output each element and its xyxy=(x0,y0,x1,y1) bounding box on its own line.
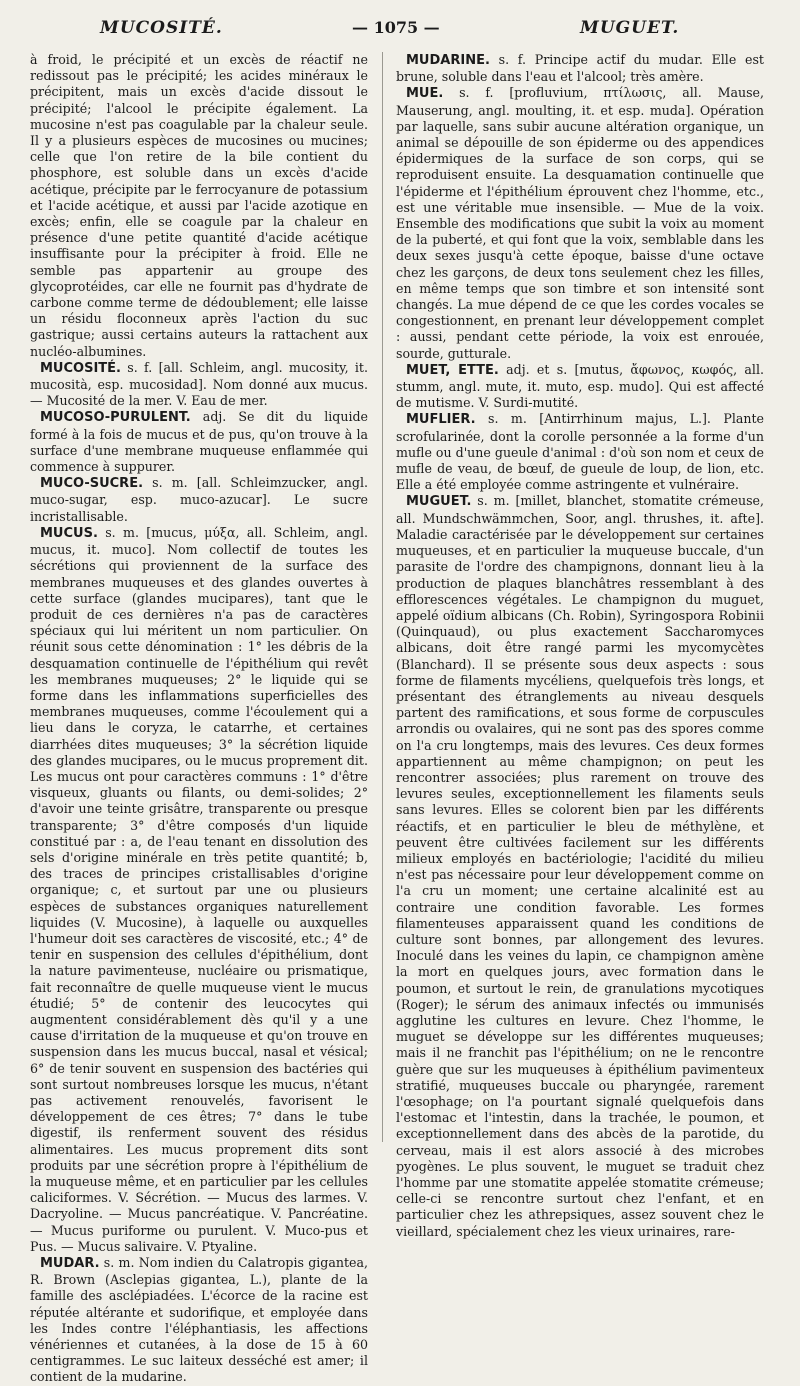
right-column xyxy=(396,52,764,1239)
entry-muco-sucre xyxy=(30,475,368,525)
entry-continuation xyxy=(30,52,368,360)
entry-muet xyxy=(396,362,764,412)
entry-mucus xyxy=(30,525,368,1255)
entry-muflier xyxy=(396,411,764,493)
entry-headword: MUCO-SUCRE. xyxy=(40,476,144,492)
entry-text: à froid, le précipité et un excès de réactif ne redissout pas le précipité; les acides minéraux le précipitent, mais un excès d'acide dissout le précipité; l'alcool le précipite également. La mucosine n'est pas coagulable par la chaleur seule. Il y a plusieurs espèces de mucosines ou mucines; celle que l'on retire de la bile contient du phosphore, est soluble dans un excès d'acide acétique, précipite par le ferrocyanure de potassium et l'acide acétique, et aussi par l'acide azotique en excès; enfin, elle se coagule par la chaleur en présence d'une petite quantité d'acide acétique insuffisante pour la précipiter à froid. Elle ne semble pas appartenir au groupe des glycoprotéides, car elle ne fournit pas d'hydrate de carbone comme terme de dédoublement; elle laisse un résidu floconneux après l'action du suc gastrique; aussi certains auteurs la rattachent aux nucléo-albumines. xyxy=(30,52,368,359)
entry-mucoso-purulent xyxy=(30,409,368,475)
entry-text: s. f. Principe actif du mudar. Elle est brune, soluble dans l'eau et l'alcool; très amère. xyxy=(396,52,764,85)
left-column xyxy=(30,52,368,1385)
entry-headword: MUDARINE. xyxy=(406,53,490,68)
entry-headword: MUFLIER. xyxy=(406,412,476,428)
entry-headword: MUET, ETTE. xyxy=(406,362,499,378)
entry-mudarine xyxy=(396,52,764,85)
entry-text: s. m. [millet, blanchet, stomatite crémeuse, all. Mundschwämmchen, Soor, angl. thrushes, it. afte]. Maladie caractérisée par le développement sur certaines muqueuses, et en particulier la muqueuse buccale, d'un parasite de l'ordre des champignons, donnant lieu à la production de plaques blanchâtres ressemblant à des efflorescences végétales. Le champignon du muguet, appelé oïdium albicans (Ch. Robin), Syringospora Robinii (Quinquaud), ou plus exactement Saccharomyces albicans, doit être rangé parmi les mycomycètes (Blanchard). Il se présente sous deux aspects : sous forme de filaments mycéliens, quelquefois très longs, et présentant des étranglements au niveau desquels partent des ramifications, et sous forme de corpuscules arrondis ou ovalaires, qui ne sont pas des spores comme on l'a cru longtemps, mais des levures. Ces deux formes appartiennent au même champignon; on peut les rencontrer associées; plus rarement on trouve des levures seules, exceptionnellement les filaments seuls sans levures. Elles se colorent bien par les différents réactifs, et en particulier le bleu de méthylène, et peuvent être cultivées facilement sur les différents milieux employés en bactériologie; l'acidité du milieu n'est pas nécessaire pour leur développement comme on l'a cru un moment; une certaine alcalinité est au contraire une condition favorable. Les formes filamenteuses apparaissent quand les conditions de culture sont bonnes, par allongement des levures. Inoculé dans les veines du lapin, ce champignon amène la mort en quelques jours, avec formation dans le poumon, et surtout le rein, de granulations mycotiques (Roger); le sérum des animaux infectés ou immunisés agglutine les cultures en levure. Chez l'homme, le muguet se développe sur les différentes muqueuses; mais il ne franchit pas l'épithélium; on ne le rencontre guère que sur les muqueuses à épithélium pavimenteux stratifié, muqueuses buccale ou pharyngée, rarement l'œsophage; on l'a pourtant signalé quelquefois dans l'estomac et l'intestin, dans la trachée, le poumon, et exceptionnellement dans des abcès de la parotide, du cerveau, mais il est alors associé à des microbes pyogènes. Le plus souvent, le muguet se traduit chez l'homme par une stomatite appelée stomatite crémeuse; celle-ci se rencontre surtout chez l'enfant, et en particulier chez les athrepsiques, assez souvent chez le vieillard, spécialement chez les vieux urinaires, rare- xyxy=(396,493,764,1239)
entry-mucosite xyxy=(30,360,368,410)
entry-text: s. m. Nom indien du Calatropis gigantea, R. Brown (Asclepias gigantea, L.), plante de la famille des asclépiadées. L'écorce de la racine est réputée altérante et sudorifique, et employée dans les Indes contre l'éléphantiasis, les affections vénériennes et cutanées, à la dose de 15 à 60 centigrammes. Le suc laiteux desséché est amer; il contient de la mudarine. xyxy=(30,1255,368,1385)
entry-muguet xyxy=(396,493,764,1239)
entry-mudar xyxy=(30,1255,368,1386)
entry-text: s. m. [mucus, μύξα, all. Schleim, angl. mucus, it. muco]. Nom collectif de toutes les sécrétions qui proviennent de la surface des membranes muqueuses et des glandes ouvertes à cette surface (glandes mucipares), tant que le produit de ces dernières n'a pas de caractères spéciaux qui lui méritent un nom particulier. On réunit sous cette dénomination : 1° les débris de la desquamation continuelle de l'épithélium qui revêt les membranes muqueuses; 2° le liquide qui se forme dans les inflammations superficielles des membranes muqueuses, comme l'écoulement qui a lieu dans le coryza, le catarrhe, et certaines diarrhées dites muqueuses; 3° la sécrétion liquide des glandes mucipares, ou le mucus proprement dit. Les mucus ont pour caractères communs : 1° d'être visqueux, gluants ou filants, ou demi-solides; 2° d'avoir une teinte grisâtre, transparente ou presque transparente; 3° d'être composés d'un liquide constitué par : a, de l'eau tenant en dissolution des sels d'origine minérale en très petite quantité; b, des traces de principes cristallisables d'origine organique; c, et surtout par une ou plusieurs espèces de substances organiques naturellement liquides (V. Mucosine), à laquelle ou auxquelles l'humeur doit ses caractères de viscosité, etc.; 4° de tenir en suspension des cellules d'épithélium, dont la nature pavimenteuse, nucléaire ou prismatique, fait reconnaître de quelle muqueuse vient le mucus étudié; 5° de contenir des leucocytes qui augmentent considérablement dès qu'il y a une cause d'irritation de la muqueuse et qu'on trouve en suspension dans les mucus buccal, nasal et vésical; 6° de tenir souvent en suspension des bactéries qui sont surtout nombreuses lorsque les mucus, n'étant pas activement renouvelés, favorisent le développement de ces êtres; 7° dans le tube digestif, ils renferment souvent des résidus alimentaires. Les mucus proprement dits sont produits par une sécrétion propre à l'épithélium de la muqueuse même, et en particulier par les cellules caliciformes. V. Sécrétion. — Mucus des larmes. V. Dacryoline. — Mucus pancréatique. V. Pancréatine. — Mucus puriforme ou purulent. V. Muco-pus et Pus. — Mucus salivaire. V. Ptyaline. xyxy=(30,524,368,1254)
running-header xyxy=(0,18,800,48)
entry-text: s. f. [profluvium, πτίλωσις, all. Mause, Mauserung, angl. moulting, it. et esp. muda]. Opération par laquelle, sans subir aucune altération organique, un animal se dépouille de son épiderme ou des appendices épidermiques de la surface de son corps, qui se reproduisent ensuite. La desquamation continuelle que l'épiderme et l'épithélium éprouvent chez l'homme, etc., est une véritable mue insensible. — Mue de la voix. Ensemble des modifications que subit la voix au moment de la puberté, et qui font que la voix, semblable dans les deux sexes jusqu'à cette époque, baisse d'une octave chez les garçons, de deux tons seulement chez les filles, en même temps que son timbre et son intensité sont changés. La mue dépend de ce que les cordes vocales se congestionnent, en prenant leur développement complet : aussi, pendant cette période, la voix est enrouée, sourde, gutturale. xyxy=(396,85,764,361)
entry-text: s. m. [all. Schleimzucker, angl. muco-sugar, esp. muco-azucar]. Le sucre incristallisable. xyxy=(30,475,368,524)
header-right-guideword: MUGUET. xyxy=(580,18,680,38)
entry-headword: MUCOSO-PURULENT. xyxy=(40,410,191,426)
entry-text: adj. et s. [mutus, ἄφωνος, κωφός, all. stumm, angl. mute, it. muto, esp. mudo]. Qui est affecté de mutisme. V. Surdi-mutité. xyxy=(396,361,764,411)
entry-headword: MUCOSITÉ. xyxy=(40,360,121,376)
header-left-guideword: MUCOSITÉ. xyxy=(100,18,223,38)
entry-text: s. f. [all. Schleim, angl. mucosity, it. mucosità, esp. mucosidad]. Nom donné aux mucus. — Mucosité de la mer. V. Eau de mer. xyxy=(30,359,368,409)
page-number: — 1075 — xyxy=(352,18,440,37)
entry-text: s. m. [Antirrhinum majus, L.]. Plante scrofularinée, dont la corolle personnée a la forme d'un mufle ou d'une gueule d'animal : d'où son nom et ceux de mufle de veau, de bœuf, de gueule de loup, de lion, etc. Elle a été employée comme astringente et vulnéraire. xyxy=(396,411,764,493)
entry-headword: MUE. xyxy=(406,86,444,102)
entry-text: adj. Se dit du liquide formé à la fois de mucus et de pus, qu'on trouve à la surface d'une membrane muqueuse enflammée qui commence à suppurer. xyxy=(30,409,368,475)
entry-headword: MUGUET. xyxy=(406,494,472,510)
entry-headword: MUCUS. xyxy=(40,525,98,541)
column-divider xyxy=(382,52,383,1142)
entry-headword: MUDAR. xyxy=(40,1256,100,1272)
entry-mue xyxy=(396,85,764,361)
